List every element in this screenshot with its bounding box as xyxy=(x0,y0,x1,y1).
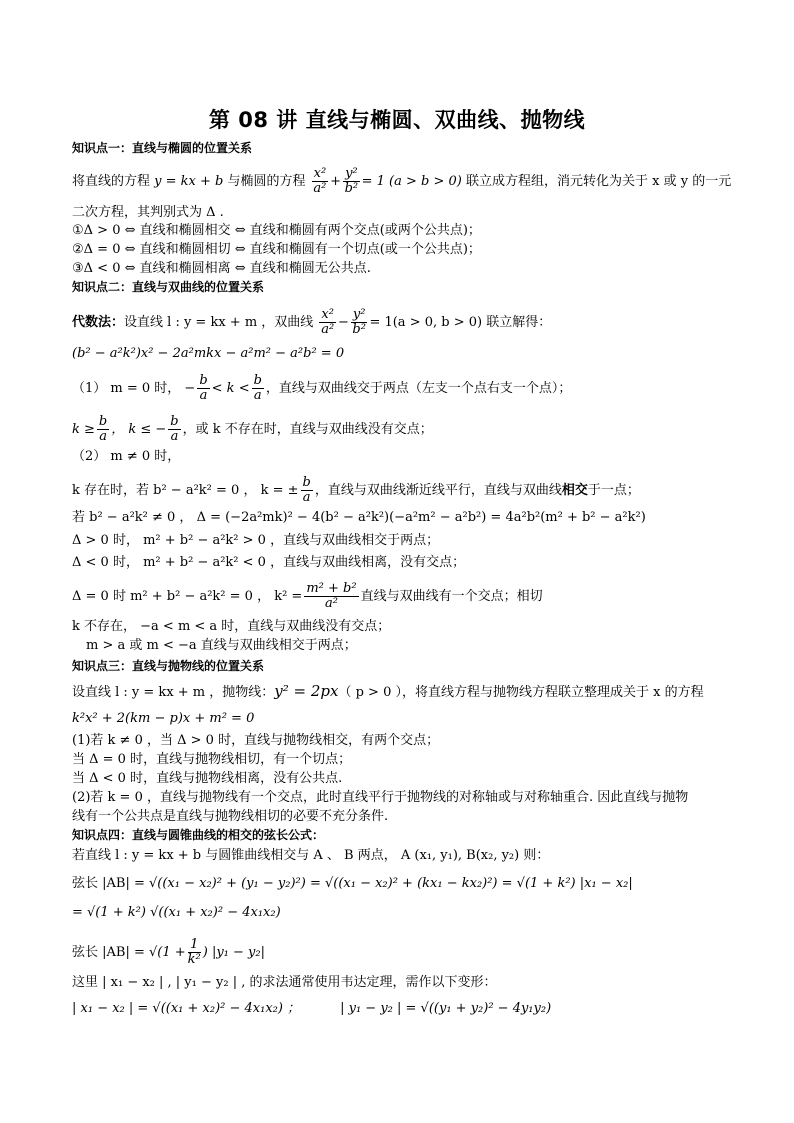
frac-b-over-a: $\frac{b}{a}$ xyxy=(170,414,179,444)
s4-l5: 这里 | x₁ − x₂ | , | y₁ − y₂ | , 的求法通常使用韦达定理，需作以下变形： xyxy=(72,975,497,990)
s2-alg: 代数法：设直线 l : y = kx + m ，双曲线 $\frac{\text{x²}}{\text{a²}}$ − $\frac{\text{y²}}{\text{b²}}$ = 1(a > 0, b > 0) 联立解得： xyxy=(72,307,552,337)
s1-cond: = 1 (a > b > 0) xyxy=(361,174,462,189)
frac-b-over-a: $\frac{b}{a}$ xyxy=(302,475,311,505)
section-heading-4: 知识点四：直线与圆锥曲线的相交的弦长公式： xyxy=(72,828,325,842)
frac-b-over-a: $\frac{b}{a}$ xyxy=(199,373,208,403)
s3-l3: (1)若 k ≠ 0 ，当 Δ > 0 时，直线与抛物线相交，有两个交点； xyxy=(72,733,440,748)
s1-item-1: ①Δ > 0 ⇔ 直线和椭圆相交 ⇔ 直线和椭圆有两个交点(或两个公共点)； xyxy=(72,223,481,238)
frac-one-over-k2: $\frac{1}{\text{k²}}$ xyxy=(187,937,201,967)
s2-case2b: 若 b² − a²k² ≠ 0 ， Δ = (−2a²mk)² − 4(b² − a²k²)(−a²m² − a²b²) = 4a²b²(m² + b² − a²k²) xyxy=(72,510,646,525)
s1-line-eq: y = kx + b xyxy=(154,174,224,189)
s1-item-2: ②Δ = 0 ⇔ 直线和椭圆相切 ⇔ 直线和椭圆有一个切点(或一个公共点)； xyxy=(72,242,481,257)
s4-chord-2: 弦长 |AB| = √(1 + $\frac{1}{\text{k²}}$ ) |y₁ − y₂| xyxy=(72,937,265,967)
section-heading-3: 知识点三：直线与抛物线的位置关系 xyxy=(72,659,265,673)
frac-b-over-a: $\frac{b}{a}$ xyxy=(253,373,262,403)
s4-chord-1: 弦长 |AB| = √((x₁ − x₂)² + (y₁ − y₂)²) = √((x₁ − x₂)² + (kx₁ − kx₂)²) = √(1 + k²) |x₁ − x₂| xyxy=(72,876,633,891)
s2-alg-a: 设直线 l : y = kx + m ，双曲线 xyxy=(124,315,318,330)
s3-l7: 线有一个公共点是直线与抛物线相切的必要不充分条件. xyxy=(72,809,389,824)
frac-tangent-k2: $\frac{\text{m² + b²}}{\text{a²}}$ xyxy=(306,581,357,611)
hyperbola-frac-x: $\frac{\text{x²}}{\text{a²}}$ xyxy=(321,307,335,337)
section-heading-1: 知识点一：直线与椭圆的位置关系 xyxy=(72,141,253,155)
s2-case2g: m > a 或 m < −a 直线与双曲线相交于两点； xyxy=(86,638,357,653)
s2-case1b: k ≥ $\frac{b}{a}$ ， k ≤ − $\frac{b}{a}$ ，或 k 不存在时，直线与双曲线没有交点； xyxy=(72,414,433,444)
s1-intro-b: 与椭圆的方程 xyxy=(223,174,310,189)
s2-case2d: Δ < 0 时， m² + b² − a²k² < 0 ，直线与双曲线相离，没有交点； xyxy=(72,555,466,570)
s4-l6: | x₁ − x₂ | = √((x₁ + x₂)² − 4x₁x₂) ； | y₁ − y₂ | = √((y₁ + y₂)² − 4y₁y₂) xyxy=(72,1001,552,1016)
s1-item-3: ③Δ < 0 ⇔ 直线和椭圆相离 ⇔ 直线和椭圆无公共点. xyxy=(72,261,371,276)
ellipse-frac-x: $\frac{\text{x²}}{\text{a²}}$ xyxy=(313,166,327,196)
page-title: 第 08 讲 直线与椭圆、双曲线、抛物线 xyxy=(208,108,586,132)
s2-alg-b: = 1(a > 0, b > 0) 联立解得： xyxy=(369,315,552,330)
hyperbola-frac-y: $\frac{\text{y²}}{\text{b²}}$ xyxy=(352,307,366,337)
s2-alg-label: 代数法： xyxy=(72,315,125,330)
s3-eq: k²x² + 2(km − p)x + m² = 0 xyxy=(72,711,255,726)
s1-intro-a: 将直线的方程 xyxy=(72,174,155,189)
s2-case2e: Δ = 0 时 m² + b² − a²k² = 0 ， k² = $\frac{\text{m² + b²}}{\text{a²}}$ 直线与双曲线有一个交点；相切 xyxy=(72,581,543,611)
s3-l4: 当 Δ = 0 时，直线与抛物线相切，有一个切点； xyxy=(72,752,352,767)
s3-l5: 当 Δ < 0 时，直线与抛物线相离，没有公共点. xyxy=(72,771,343,786)
s1-intro: 将直线的方程 y = kx + b 与椭圆的方程 $\frac{\text{x²}}{\text{a²}}$ + $\frac{\text{y²}}{\text{b²}}$ = 1 (a > b > 0) 联立成方程组，消元转化为关于 x 或 y 的一元 xyxy=(72,166,732,196)
s1-intro-c: 联立成方程组，消元转化为关于 x 或 y 的一元 xyxy=(461,174,732,189)
s2-case2: （2） m ≠ 0 时， xyxy=(72,449,181,464)
frac-b-over-a: $\frac{b}{a}$ xyxy=(98,414,108,444)
ellipse-frac-y: $\frac{\text{y²}}{\text{b²}}$ xyxy=(344,166,359,196)
s2-case1: （1） m = 0 时， − $\frac{b}{a}$ < k < $\frac{b}{a}$ ，直线与双曲线交于两点（左支一个点右支一个点）； xyxy=(72,373,572,403)
s4-l1: 若直线 l : y = kx + b 与圆锥曲线相交与 A 、 B 两点， A (x₁, y₁), B(x₂, y₂) 则： xyxy=(72,848,550,863)
s2-case2c: Δ > 0 时， m² + b² − a²k² > 0 ，直线与双曲线相交于两点； xyxy=(72,533,440,548)
s3-l1: 设直线 l : y = kx + m ，抛物线：y² = 2px（ p > 0 ），将直线方程与抛物线方程联立整理成关于 x 的方程 xyxy=(72,682,704,700)
s3-l6: (2)若 k = 0 ，直线与抛物线有一个交点，此时直线平行于抛物线的对称轴或与对称轴重合. 因此直线与抛物 xyxy=(72,790,689,805)
s2-case2a: k 存在时，若 b² − a²k² = 0 ， k = ± $\frac{b}{a}$ ，直线与双曲线渐近线平行，直线与双曲线相交于一点； xyxy=(72,475,640,505)
section-heading-2: 知识点二：直线与双曲线的位置关系 xyxy=(72,280,265,294)
s2-case2f: k 不存在， −a < m < a 时，直线与双曲线没有交点； xyxy=(72,619,391,634)
s1-intro2: 二次方程，其判别式为 Δ . xyxy=(72,205,224,220)
s4-chord-1b: = √(1 + k²) √((x₁ + x₂)² − 4x₁x₂) xyxy=(72,905,281,920)
s2-eq: (b² − a²k²)x² − 2a²mkx − a²m² − a²b² = 0 xyxy=(72,346,345,361)
